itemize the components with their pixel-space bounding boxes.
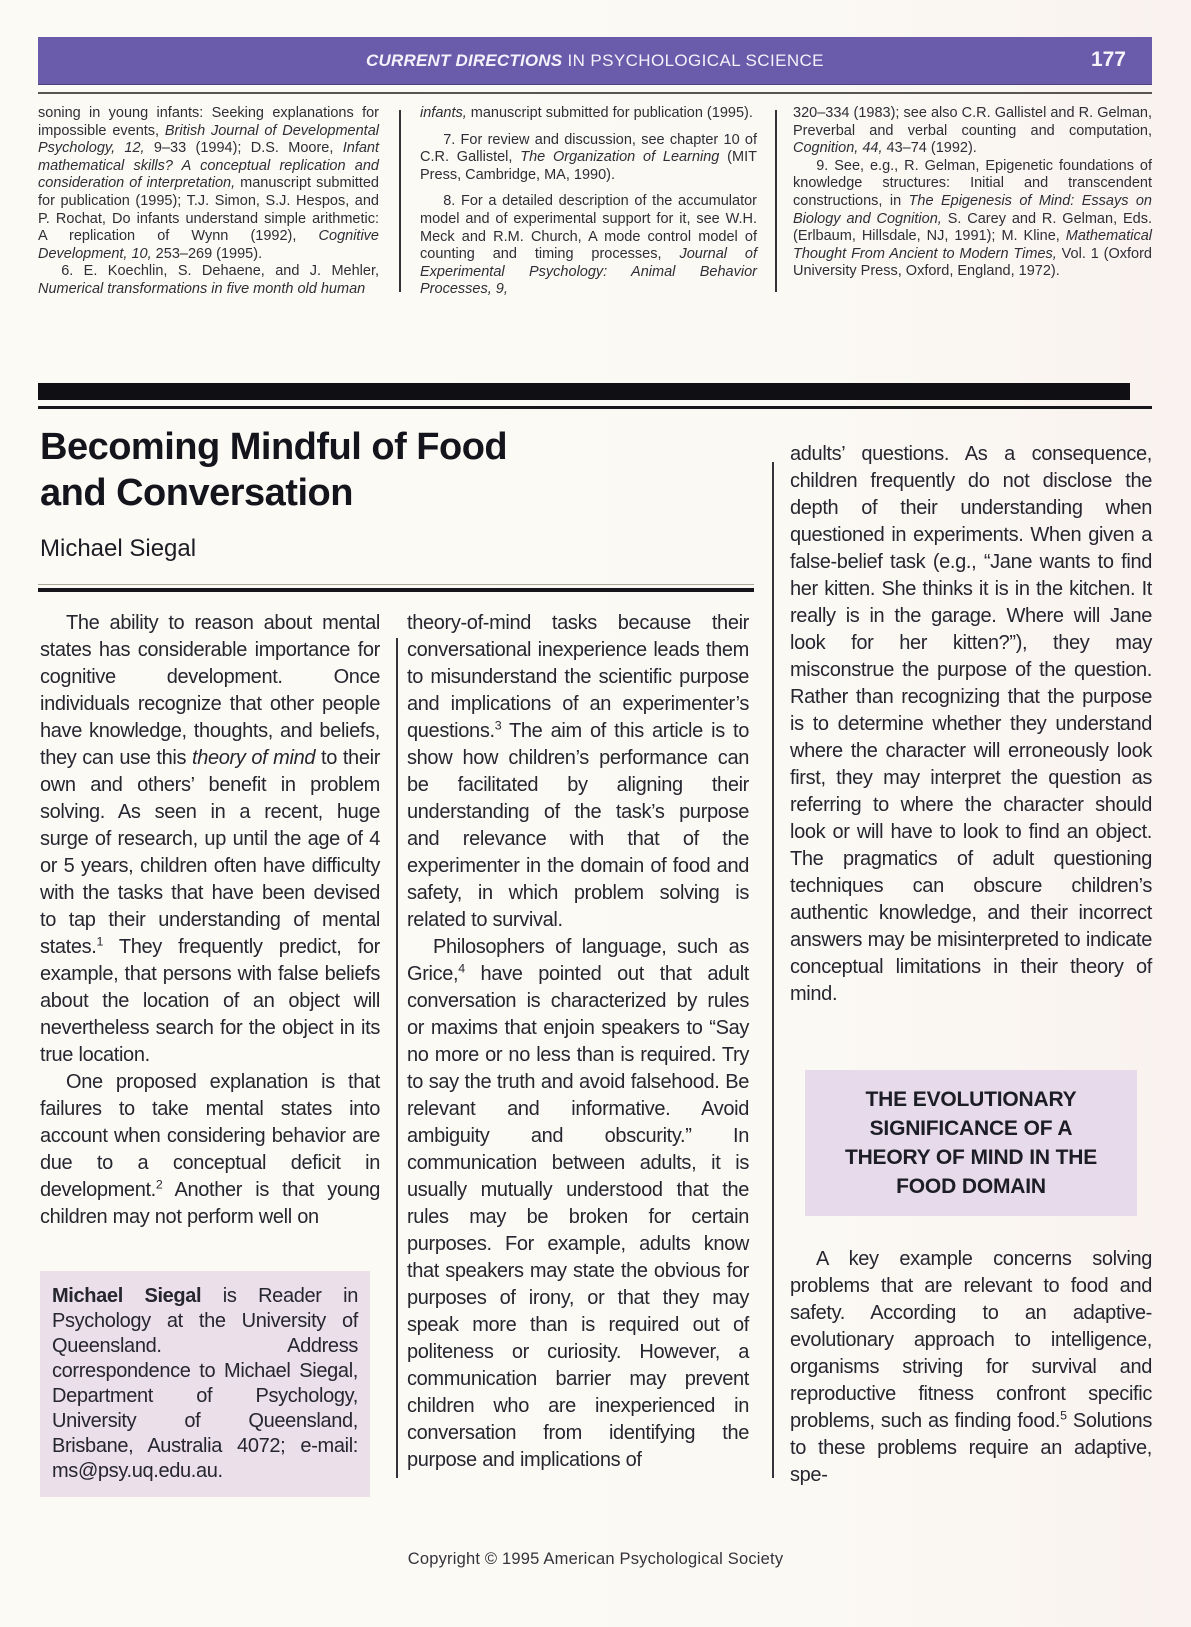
body-column-right bbox=[790, 441, 1152, 1489]
page-number: 177 bbox=[1090, 48, 1126, 71]
reference-paragraph: 320–334 (1983); see also C.R. Gallistel and R. Gelman, Preverbal and verbal counting and computation, Cognition, 44, 43–74 (1992). bbox=[793, 105, 1152, 157]
column-rule bbox=[399, 110, 401, 292]
column-rule bbox=[396, 638, 398, 1478]
body-column-middle bbox=[407, 610, 749, 1474]
author-bio-box: Michael Siegal is Reader in Psychology at the University of Queensland. Address correspondence to Michael Siegal, Department of Psychology, University of Queensland, Brisbane, Australia 4072; e-mail: ms@psy.uq.edu.au. bbox=[40, 1271, 370, 1497]
body-paragraph: The ability to reason about mental states has considerable importance for cognitive development. Once individuals recognize that other people have knowledge, thoughts, and beliefs, they can use this theory of mind to their own and others’ benefit in problem solving. As seen in a recent, huge surge of research, up until the age of 4 or 5 years, children often have difficulty with the tasks that have been devised to tap their understanding of mental states.$^1$ They frequently predict, for example, that persons with false beliefs about the location of an object will nevertheless search for the object in its true location. bbox=[40, 612, 381, 1066]
article-title: Becoming Mindful of Food and Conversation bbox=[40, 426, 508, 514]
references-column-3 bbox=[793, 105, 1152, 281]
column-rule bbox=[772, 462, 774, 1478]
article-divider-thin bbox=[38, 406, 1152, 409]
article-author: Michael Siegal bbox=[40, 535, 197, 562]
references-column-2 bbox=[420, 105, 757, 299]
body-paragraph: theory-of-mind tasks because their conversational inexperience leads them to misunderstand the scientific purpose and implications of an experimenter’s questions.$^3$ The aim of this article is to show how children’s performance can be facilitated by aligning their understanding of the task’s purpose and relevance with that of the experimenter in the domain of food and safety, in which problem solving is related to survival. bbox=[407, 612, 749, 931]
reference-paragraph: infants, manuscript submitted for publication (1995). bbox=[420, 105, 753, 121]
body-paragraph: One proposed explanation is that failures to take mental states into account when considering behavior are due to a conceptual deficit in development.$^2$ Another is that young children may not perform well on bbox=[40, 1071, 380, 1228]
journal-title: CURRENT DIRECTIONS IN PSYCHOLOGICAL SCIENCE bbox=[366, 50, 824, 70]
section-heading-box bbox=[805, 1070, 1137, 1216]
copyright-footer: Copyright © 1995 American Psychological Society bbox=[407, 1550, 784, 1568]
reference-paragraph: 7. For review and discussion, see chapter 10 of C.R. Gallistel, The Organization of Learning (MIT Press, Cambridge, MA, 1990). bbox=[420, 131, 757, 183]
journal-header-bar bbox=[38, 37, 1152, 84]
reference-paragraph: 8. For a detailed description of the accumulator model and of experimental support for it, see W.H. Meck and R.M. Church, A mode control model of counting and timing processes, Journal of Experimental Psychology: Animal Behavior Processes, 9, bbox=[420, 193, 757, 298]
reference-paragraph: 6. E. Koechlin, S. Dehaene, and J. Mehler, Numerical transformations in five month old human bbox=[38, 263, 379, 297]
header-rule bbox=[38, 92, 1152, 94]
reference-paragraph: soning in young infants: Seeking explanations for impossible events, British Journal of Developmental Psychology, 12, 9–33 (1994); D.S. Moore, Infant mathematical skills? A conceptual replication and consideration of interpretation, manuscript submitted for publication (1995); T.J. Simon, S.J. Hespos, and P. Rochat, Do infants understand simple arithmetic: A replication of Wynn (1992), Cognitive Development, 10, 253–269 (1995). bbox=[38, 105, 380, 262]
body-paragraph: A key example concerns solving problems that are relevant to food and safety. According to an adaptive-evolutionary approach to intelligence, organisms striving for survival and reproductive fitness confront specific problems, such as finding food.$^5$ Solutions to these problems require an adaptive, spe- bbox=[790, 1248, 1152, 1486]
reference-paragraph: 9. See, e.g., R. Gelman, Epigenetic foundations of knowledge structures: Initial and transcendent constructions, in The Epigenesis of Mind: Essays on Biology and Cognition, S. Carey and R. Gelman, Eds. (Erlbaum, Hillsdale, NJ, 1991); M. Kline, Mathematical Thought From Ancient to Modern Times, Vol. 1 (Oxford University Press, Oxford, England, 1972). bbox=[793, 157, 1152, 280]
author-rule bbox=[38, 584, 754, 592]
column-rule bbox=[775, 110, 777, 292]
body-paragraph: adults’ questions. As a consequence, children frequently do not disclose the depth of their understanding when questioned in experiments. When given a false-belief task (e.g., “Jane wants to find her kitten. She thinks it is in the kitchen. It really is in the garage. Where will Jane look for her kitten?”), they may misconstrue the purpose of the question. Rather than recognizing that the purpose is to determine whether they understand where the character will erroneously look first, they may interpret the question as referring to where the character should look or will have to look to find an object. The pragmatics of adult questioning techniques can obscure children’s authentic knowledge, and their incorrect answers may be misinterpreted to indicate conceptual limitations in their theory of mind. bbox=[790, 443, 1152, 1005]
references-column-1 bbox=[38, 105, 379, 299]
section-heading: THE EVOLUTIONARY SIGNIFICANCE OF A THEORY OF MIND IN THE FOOD DOMAIN bbox=[844, 1088, 1098, 1198]
article-divider-thick bbox=[38, 383, 1130, 400]
body-paragraph: Philosophers of language, such as Grice,$^4$ have pointed out that adult conversation is characterized by rules or maxims that enjoin speakers to “Say no more or no less than is required. Try to say the truth and avoid falsehood. Be relevant and informative. Avoid ambiguity and obscurity.” In communication between adults, it is usually mutually understood that the rules may be broken for certain purposes. For example, adults know that speakers may state the obvious for purposes of irony, or that they may speak more than is required out of politeness or curiosity. However, a communication barrier may prevent children who are inexperienced in conversation from identifying the purpose and implications of bbox=[407, 936, 749, 1471]
body-column-left bbox=[40, 610, 380, 1497]
